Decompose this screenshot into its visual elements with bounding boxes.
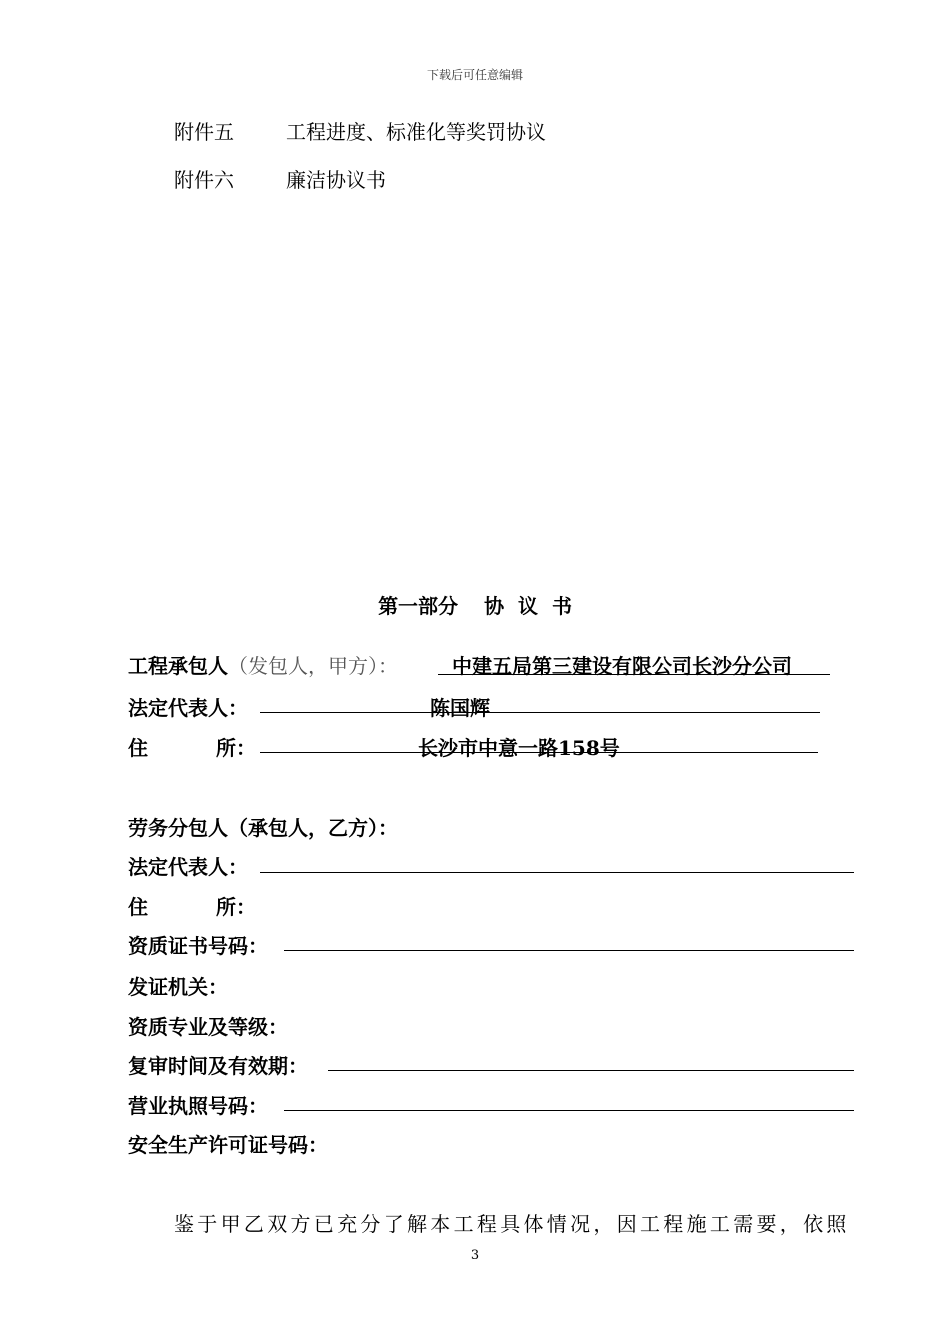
party-b-review-label: 复审时间及有效期：: [128, 1054, 308, 1078]
attachment-6-label: 附件六: [174, 168, 234, 192]
page-number: 3: [470, 1248, 480, 1263]
party-a-addr-label-1: 住: [128, 736, 148, 760]
party-a-rep-line: [260, 712, 820, 713]
party-b-issuer-label: 发证机关：: [128, 975, 228, 999]
party-b-addr-label-1: 住: [128, 895, 148, 919]
party-b-label: 劳务分包人（承包人，乙方）：: [128, 816, 398, 840]
section-title-char-2: 议: [518, 594, 538, 618]
party-b-license-label: 营业执照号码：: [128, 1094, 268, 1118]
section-title: [0, 590, 950, 619]
party-b-review-line: [328, 1070, 854, 1071]
party-a-label: [128, 650, 398, 679]
attachment-6-title: 廉洁协议书: [286, 168, 386, 192]
section-title-part: 第一部分: [378, 594, 459, 618]
section-title-char-3: 书: [551, 594, 572, 618]
party-b-rep-label: 法定代表人：: [128, 855, 248, 879]
attachment-5-title: 工程进度、标准化等奖罚协议: [286, 120, 546, 144]
body-paragraph: 鉴于甲乙双方已充分了解本工程具体情况，因工程施工需要，依照: [174, 1212, 850, 1236]
party-b-license-line: [284, 1110, 854, 1111]
section-title-char-1: 协: [484, 594, 505, 618]
party-b-cert-line: [284, 950, 854, 951]
party-b-cert-label: 资质证书号码：: [128, 934, 268, 958]
party-b-addr-label-2: 所：: [216, 895, 256, 919]
page-header: 下载后可任意编辑: [426, 68, 523, 82]
attachment-5-label: 附件五: [174, 120, 234, 144]
party-a-name: 中建五局第三建设有限公司长沙分公司: [452, 654, 792, 678]
party-a-addr-value: 长沙市中意一路158号: [418, 736, 620, 760]
party-a-addr-label-2: 所：: [216, 736, 256, 760]
party-a-rep-label: 法定代表人：: [128, 696, 248, 720]
party-a-label-main: 工程承包人: [128, 654, 228, 678]
party-a-label-paren: （发包人，甲方）：: [228, 654, 398, 678]
party-b-safety-label: 安全生产许可证号码：: [128, 1133, 328, 1157]
party-a-rep-value: 陈国辉: [430, 696, 490, 720]
party-b-rep-line: [260, 872, 854, 873]
party-b-specialty-label: 资质专业及等级：: [128, 1015, 288, 1039]
